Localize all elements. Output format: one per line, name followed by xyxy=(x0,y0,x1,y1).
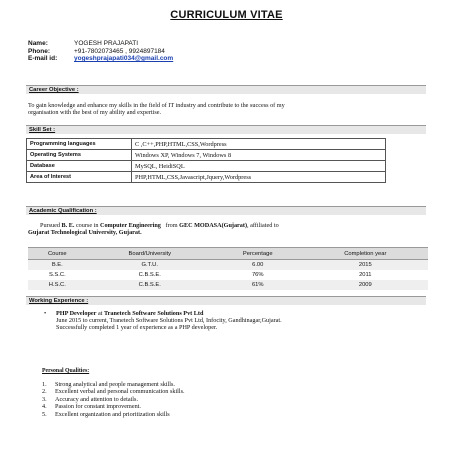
at-text: at xyxy=(97,310,103,317)
col-course: Course xyxy=(28,248,87,260)
skills-heading-text: Skill Set : xyxy=(29,127,56,133)
academic-heading xyxy=(26,206,426,215)
personal-info xyxy=(28,40,173,63)
career-line-2: organisation with the best of my ability and expertise. xyxy=(28,109,162,117)
item-number: 5. xyxy=(42,410,47,418)
cell: 2009 xyxy=(303,280,428,290)
academic-table xyxy=(28,247,428,290)
phone-value: +91-7802073465 , 9924897184 xyxy=(74,47,165,55)
cell: 2011 xyxy=(359,272,372,278)
skills-heading xyxy=(26,125,426,134)
qualities-list xyxy=(42,381,185,418)
item-text: Passion for constant improvement. xyxy=(55,403,141,411)
cell: 76% xyxy=(251,272,264,278)
company-text: Tranetech Software Solutions Pvt Ltd xyxy=(103,310,204,317)
experience-line-1 xyxy=(56,310,426,317)
college-text: GEC MODASA(Gujarat) xyxy=(179,222,248,229)
table-row xyxy=(28,280,428,290)
name-row xyxy=(28,40,173,48)
skills-row xyxy=(27,172,386,183)
email-row xyxy=(28,55,173,63)
phone-label: Phone: xyxy=(28,47,51,55)
col-year: Completion year xyxy=(303,248,428,260)
page-title: CURRICULUM VITAE xyxy=(170,9,283,21)
experience-text xyxy=(56,310,426,332)
career-text xyxy=(28,102,423,116)
course-in-text: course in xyxy=(75,222,99,229)
experience-heading-text: Working Experience : xyxy=(29,298,89,304)
item-number: 4. xyxy=(42,403,47,411)
item-number: 1. xyxy=(42,381,47,388)
academic-line-2: Gujarat Technological University, Gujarat. xyxy=(28,229,142,237)
item-number: 3. xyxy=(42,395,47,403)
cell: 61% xyxy=(213,280,303,290)
skill-key: Area of Interest xyxy=(27,172,132,183)
list-item xyxy=(42,396,185,403)
item-text: Strong analytical and people management skills. xyxy=(55,381,175,388)
university-text: Gujarat Technological University, Gujarat xyxy=(28,229,141,237)
item-text: Accuracy and attention to details. xyxy=(55,395,138,403)
skill-key: Database xyxy=(27,161,132,172)
phone-row xyxy=(28,48,173,56)
cell: 6.00 xyxy=(213,260,303,271)
bullet-icon: • xyxy=(44,310,47,317)
experience-heading xyxy=(26,296,426,305)
skills-row xyxy=(27,139,386,150)
experience-line-2: June 2015 to current, Tranetech Software Solutions Pvt Ltd, Infocity, Gandhinagar,Gujarat. xyxy=(56,317,282,325)
cell: G.T.U. xyxy=(87,260,213,271)
cell: C.B.S.E. xyxy=(87,280,213,290)
skill-key: Operating Systems xyxy=(27,150,132,161)
academic-heading-text: Academic Qualification : xyxy=(29,208,97,214)
academic-line-1 xyxy=(40,222,425,229)
list-item xyxy=(42,411,185,418)
col-percentage: Percentage xyxy=(213,248,303,260)
table-row xyxy=(28,270,428,280)
skill-value: PHP,HTML,CSS,Javascript,Jquery,Wordpress xyxy=(132,172,386,183)
academic-text xyxy=(28,222,425,237)
cell: S.S.C. xyxy=(48,272,66,278)
qualities-heading: Personal Qualities: xyxy=(42,368,90,374)
skills-row xyxy=(27,150,386,161)
name-value: YOGESH PRAJAPATI xyxy=(74,40,139,47)
skill-key: Programming languages xyxy=(27,139,132,150)
branch-text: Computer Engineering xyxy=(100,222,161,229)
email-link[interactable]: yogeshprajapati034@gmail.com xyxy=(74,55,174,62)
skill-value: MySQL, HeidiSQL xyxy=(132,161,386,172)
item-text: Excellent verbal and personal communication skills. xyxy=(55,388,185,396)
list-item xyxy=(42,388,185,395)
skill-value: C ,C++,PHP,HTML,CSS,Wordpress xyxy=(132,139,386,150)
role-text: PHP Developer xyxy=(56,310,97,317)
cell: 2015 xyxy=(303,260,428,271)
skills-row xyxy=(27,161,386,172)
career-heading xyxy=(26,85,426,94)
item-text: Excellent organization and prioritization skills xyxy=(55,410,170,418)
career-heading-text: Career Objective : xyxy=(29,87,79,93)
skill-value: Windows XP, Windows 7, Windows 8 xyxy=(132,150,386,161)
col-board: Board/University xyxy=(87,248,213,260)
academic-header-row xyxy=(28,248,428,260)
item-number: 2. xyxy=(42,388,47,396)
cell: C.B.S.E. xyxy=(138,272,161,278)
career-line-1: To gain knowledge and enhance my skills in the field of IT industry and contribute to the success of my xyxy=(28,102,285,109)
name-label: Name: xyxy=(28,40,48,47)
degree-text: B. E. xyxy=(61,222,75,229)
pursued-text: Pursued xyxy=(40,222,60,229)
list-item xyxy=(42,403,185,410)
affiliated-text: , affiliated to xyxy=(247,222,279,229)
from-text: from xyxy=(165,222,178,229)
list-item xyxy=(42,381,185,388)
table-row xyxy=(28,260,428,271)
skills-table xyxy=(26,138,386,183)
cell: B.E. xyxy=(28,260,87,271)
experience-line-3: Successfully completed 1 year of experience as a PHP developer. xyxy=(56,324,218,332)
email-label: E-mail id: xyxy=(28,55,58,62)
cell: H.S.C. xyxy=(28,280,87,290)
